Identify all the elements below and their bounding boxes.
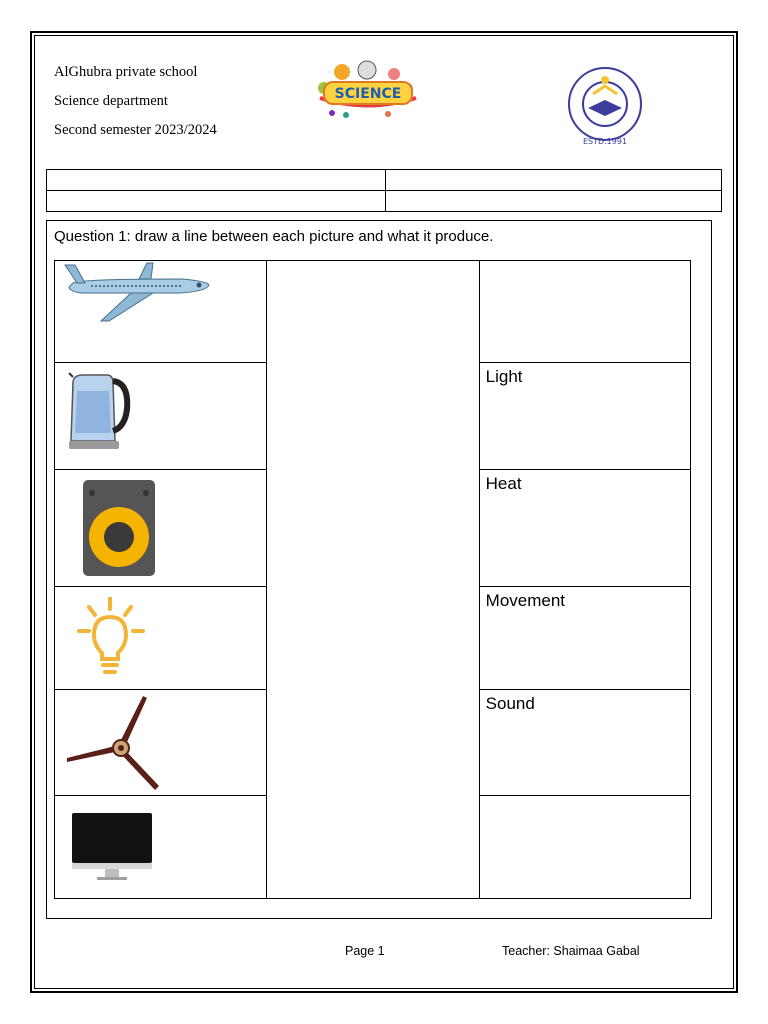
monitor-icon xyxy=(71,812,153,882)
speaker-icon xyxy=(82,479,156,577)
info-cell[interactable] xyxy=(386,191,722,212)
answer-cell xyxy=(479,363,690,470)
science-logo-text: SCIENCE xyxy=(334,86,402,102)
info-table xyxy=(46,169,722,212)
picture-cell xyxy=(55,363,267,470)
school-name: AlGhubra private school xyxy=(54,64,198,80)
header-block xyxy=(54,60,217,147)
science-logo xyxy=(312,58,422,120)
answer-cell xyxy=(479,587,690,690)
kettle-icon xyxy=(67,369,131,453)
light-bulb-icon xyxy=(77,597,147,679)
question-title: Question 1: draw a line between each picture and what it produce. xyxy=(54,228,494,245)
drawing-column[interactable] xyxy=(267,261,479,899)
info-cell[interactable] xyxy=(47,170,386,191)
info-cell[interactable] xyxy=(47,191,386,212)
ceiling-fan-icon xyxy=(63,692,163,792)
matching-table xyxy=(54,260,691,899)
answer-label: Heat xyxy=(485,474,522,493)
answer-label: Light xyxy=(485,367,523,386)
department-name: Science department xyxy=(54,93,168,109)
answer-label: Movement xyxy=(485,591,566,610)
answer-label xyxy=(480,796,690,800)
answer-cell xyxy=(479,796,690,899)
semester-label: Second semester 2023/2024 xyxy=(54,122,217,138)
answer-cell xyxy=(479,690,690,796)
teacher-name: Teacher: Shaimaa Gabal xyxy=(502,944,640,958)
picture-cell xyxy=(55,587,267,690)
picture-cell xyxy=(55,690,267,796)
answer-label: Sound xyxy=(485,694,535,713)
picture-cell xyxy=(55,470,267,587)
picture-cell xyxy=(55,261,267,363)
picture-cell xyxy=(55,796,267,899)
school-seal xyxy=(560,64,650,148)
page-number: Page 1 xyxy=(345,944,385,958)
seal-text: ESTD.1991 xyxy=(582,137,628,146)
info-cell[interactable] xyxy=(386,170,722,191)
answer-cell xyxy=(479,261,690,363)
airplane-icon xyxy=(61,261,211,325)
answer-cell xyxy=(479,470,690,587)
answer-label xyxy=(480,261,690,265)
